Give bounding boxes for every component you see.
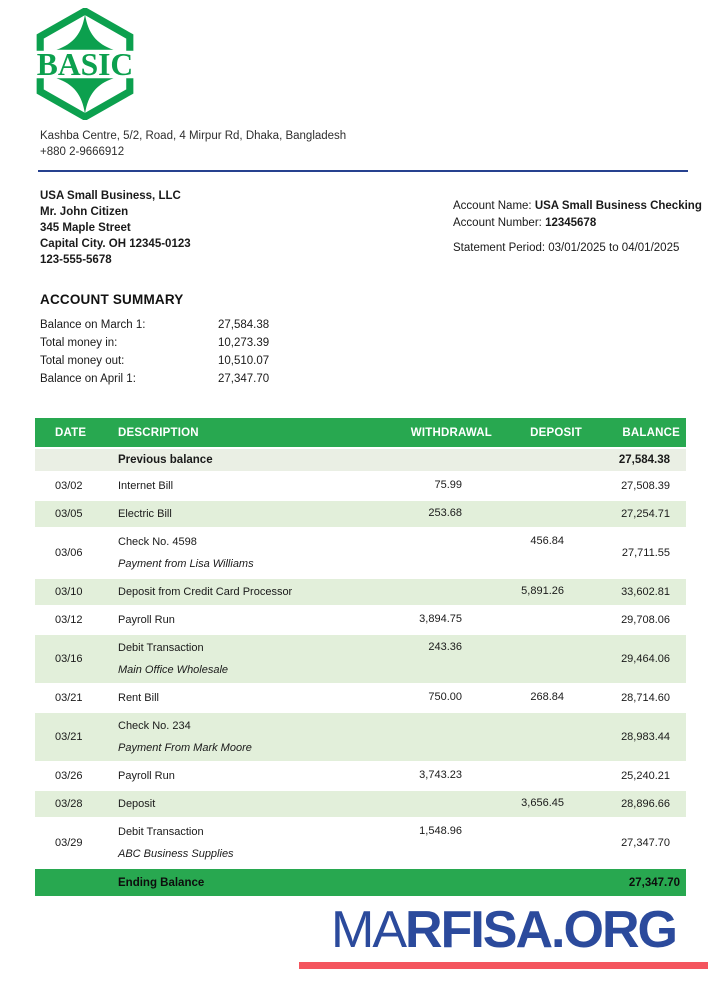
- transaction-deposit: 3,656.45: [496, 790, 586, 818]
- transaction-withdrawal: 3,743.23: [390, 762, 496, 790]
- transaction-row: [35, 790, 686, 818]
- transactions-header-row: [35, 418, 686, 448]
- header-divider: [38, 170, 688, 172]
- transaction-date: 03/29: [35, 818, 110, 868]
- customer-name: Mr. John Citizen: [40, 206, 129, 218]
- transaction-date: 03/12: [35, 606, 110, 634]
- previous-balance-label: Previous balance: [110, 448, 390, 472]
- transaction-row: [35, 606, 686, 634]
- transaction-description: [110, 684, 390, 712]
- transaction-description-text: Debit Transaction: [118, 826, 204, 838]
- transaction-description: [110, 472, 390, 500]
- transaction-balance: 33,602.81: [586, 578, 686, 606]
- transaction-withdrawal: [390, 578, 496, 606]
- transaction-withdrawal: 243.36: [390, 634, 496, 684]
- summary-value: 10,273.39: [218, 337, 270, 349]
- transaction-description: [110, 712, 390, 762]
- transaction-date: 03/05: [35, 500, 110, 528]
- transaction-note: Payment From Mark Moore: [118, 742, 252, 754]
- statement-period-label: Statement Period:: [453, 242, 546, 254]
- summary-value: 27,584.38: [218, 319, 270, 331]
- summary-label: Total money out:: [40, 355, 125, 367]
- column-header-date: DATE: [35, 418, 110, 448]
- account-number-value: 12345678: [545, 217, 597, 229]
- transaction-description: [110, 606, 390, 634]
- marfisa-watermark: [299, 902, 708, 969]
- summary-label: Balance on March 1:: [40, 319, 146, 331]
- transaction-withdrawal: 3,894.75: [390, 606, 496, 634]
- transaction-description: [110, 762, 390, 790]
- basic-bank-logo: [34, 8, 136, 120]
- transaction-description: [110, 500, 390, 528]
- transaction-description-text: Check No. 234: [118, 720, 191, 732]
- bank-address-block: [40, 128, 346, 160]
- transaction-balance: 28,714.60: [586, 684, 686, 712]
- transaction-date: 03/06: [35, 528, 110, 578]
- transaction-row: [35, 578, 686, 606]
- account-info-block: [453, 198, 702, 257]
- transaction-description-text: Electric Bill: [118, 508, 172, 520]
- transaction-deposit: [496, 472, 586, 500]
- transaction-balance: 28,983.44: [586, 712, 686, 762]
- transaction-date: 03/21: [35, 712, 110, 762]
- transaction-row: [35, 472, 686, 500]
- transaction-balance: 27,508.39: [586, 472, 686, 500]
- ending-balance-deposit: [496, 868, 586, 896]
- summary-row: [40, 316, 308, 334]
- account-summary-table: [40, 316, 308, 388]
- transaction-balance: 27,347.70: [586, 818, 686, 868]
- transaction-description-text: Internet Bill: [118, 480, 174, 492]
- transaction-balance: 28,896.66: [586, 790, 686, 818]
- statement-period-row: [453, 240, 702, 257]
- transaction-description-text: Payroll Run: [118, 614, 175, 626]
- transaction-date: 03/16: [35, 634, 110, 684]
- transaction-date: 03/10: [35, 578, 110, 606]
- transaction-note: ABC Business Supplies: [118, 848, 234, 860]
- ending-balance-label: Ending Balance: [110, 868, 390, 896]
- transaction-withdrawal: [390, 528, 496, 578]
- transaction-balance: 25,240.21: [586, 762, 686, 790]
- transaction-deposit: [496, 606, 586, 634]
- watermark-text-light: MA: [331, 901, 406, 959]
- transaction-deposit: [496, 712, 586, 762]
- ending-balance-withdrawal: [390, 868, 496, 896]
- transaction-row: [35, 500, 686, 528]
- bank-phone: +880 2-9666912: [40, 146, 125, 158]
- customer-company: USA Small Business, LLC: [40, 190, 181, 202]
- previous-balance-withdrawal: [390, 448, 496, 472]
- transaction-description-text: Deposit: [118, 798, 156, 810]
- transaction-date: 03/28: [35, 790, 110, 818]
- basic-bank-logo-graphic: [34, 8, 136, 120]
- summary-value: 27,347.70: [218, 373, 270, 385]
- customer-city: Capital City. OH 12345-0123: [40, 238, 191, 250]
- transaction-balance: 29,708.06: [586, 606, 686, 634]
- column-header-description: DESCRIPTION: [110, 418, 390, 448]
- transaction-date: 03/26: [35, 762, 110, 790]
- watermark-underline: [299, 962, 708, 969]
- transaction-description-text: Rent Bill: [118, 692, 159, 704]
- previous-balance-date: [35, 448, 110, 472]
- transaction-row: [35, 712, 686, 762]
- transaction-row: [35, 528, 686, 578]
- transaction-deposit: [496, 634, 586, 684]
- transaction-deposit: [496, 500, 586, 528]
- transaction-balance: 29,464.06: [586, 634, 686, 684]
- ending-balance-amount: 27,347.70: [586, 868, 686, 896]
- column-header-balance: BALANCE: [586, 418, 686, 448]
- transaction-description-text: Deposit from Credit Card Processor: [118, 586, 293, 598]
- customer-phone: 123-555-5678: [40, 254, 112, 266]
- transaction-balance: 27,711.55: [586, 528, 686, 578]
- summary-label: Total money in:: [40, 337, 118, 349]
- transaction-withdrawal: 1,548.96: [390, 818, 496, 868]
- column-header-withdrawal: WITHDRAWAL: [390, 418, 496, 448]
- transaction-description: [110, 818, 390, 868]
- previous-balance-deposit: [496, 448, 586, 472]
- statement-period-value: 03/01/2025 to 04/01/2025: [548, 242, 680, 254]
- summary-row: [40, 352, 308, 370]
- summary-row: [40, 334, 308, 352]
- customer-block: [40, 188, 191, 268]
- transactions-body: [35, 448, 686, 896]
- account-name-label: Account Name:: [453, 200, 532, 212]
- transaction-date: 03/02: [35, 472, 110, 500]
- watermark-text-bold: RFISA.ORG: [405, 901, 676, 959]
- bank-logo-text: BASIC: [36, 47, 134, 83]
- account-name-value: USA Small Business Checking: [534, 200, 702, 212]
- summary-label: Balance on April 1:: [40, 373, 136, 385]
- transaction-deposit: [496, 762, 586, 790]
- transaction-description: [110, 790, 390, 818]
- transaction-withdrawal: 75.99: [390, 472, 496, 500]
- transaction-description: [110, 578, 390, 606]
- transaction-row: [35, 684, 686, 712]
- account-number-row: [453, 215, 702, 232]
- transaction-withdrawal: 253.68: [390, 500, 496, 528]
- transaction-description-text: Debit Transaction: [118, 642, 204, 654]
- previous-balance-amount: 27,584.38: [586, 448, 686, 472]
- transaction-row: [35, 818, 686, 868]
- account-number-label: Account Number:: [453, 217, 542, 229]
- ending-balance-date: [35, 868, 110, 896]
- transaction-date: 03/21: [35, 684, 110, 712]
- transaction-withdrawal: [390, 712, 496, 762]
- transaction-balance: 27,254.71: [586, 500, 686, 528]
- transaction-deposit: 456.84: [496, 528, 586, 578]
- transaction-withdrawal: 750.00: [390, 684, 496, 712]
- ending-balance-row: [35, 868, 686, 896]
- transaction-deposit: 5,891.26: [496, 578, 586, 606]
- transaction-row: [35, 634, 686, 684]
- watermark-text: [299, 902, 708, 958]
- transaction-deposit: 268.84: [496, 684, 586, 712]
- transaction-note: Main Office Wholesale: [118, 664, 229, 676]
- transaction-deposit: [496, 818, 586, 868]
- transaction-description: [110, 634, 390, 684]
- transaction-row: [35, 762, 686, 790]
- transaction-description-text: Payroll Run: [118, 770, 175, 782]
- column-header-deposit: DEPOSIT: [496, 418, 586, 448]
- summary-value: 10,510.07: [218, 355, 270, 367]
- transaction-withdrawal: [390, 790, 496, 818]
- account-summary-title: ACCOUNT SUMMARY: [40, 292, 184, 307]
- transactions-table: [35, 418, 686, 896]
- customer-street: 345 Maple Street: [40, 222, 131, 234]
- bank-address-line: Kashba Centre, 5/2, Road, 4 Mirpur Rd, Dhaka, Bangladesh: [40, 130, 347, 142]
- transaction-description: [110, 528, 390, 578]
- transaction-description-text: Check No. 4598: [118, 536, 197, 548]
- account-name-row: [453, 198, 702, 215]
- transaction-note: Payment from Lisa Williams: [118, 558, 254, 570]
- previous-balance-row: [35, 448, 686, 472]
- summary-row: [40, 370, 308, 388]
